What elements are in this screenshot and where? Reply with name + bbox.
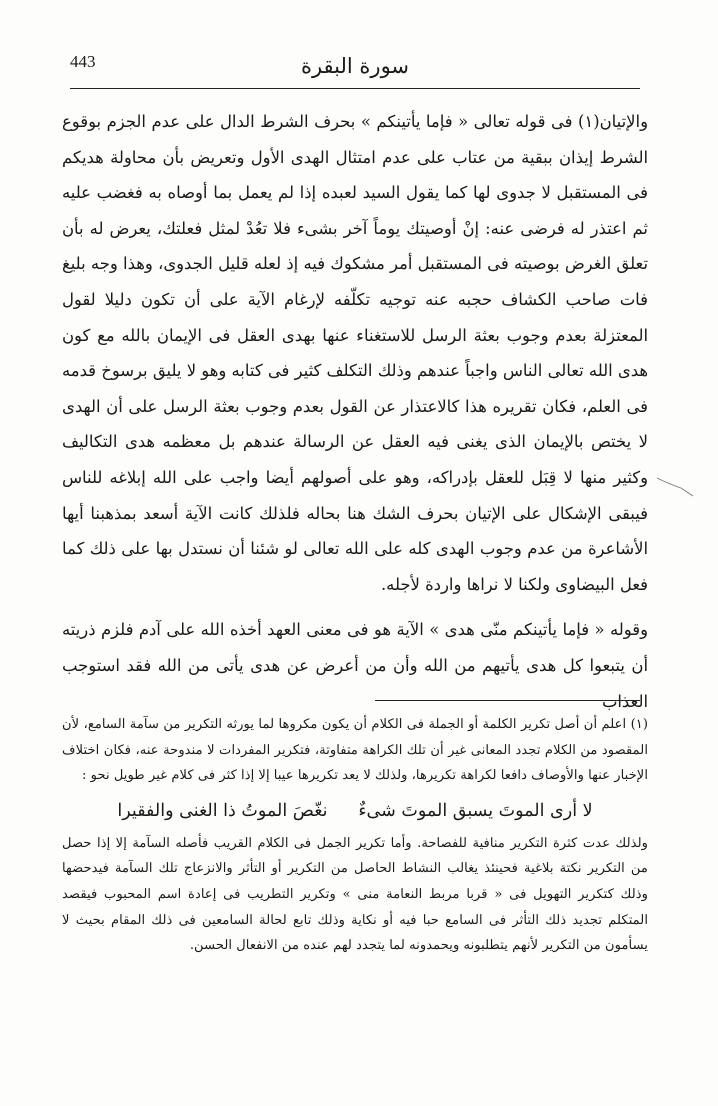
page-number: 443: [70, 52, 96, 71]
verse-hemistich-right: لا أرى الموتَ يسبق الموتَ شىءٌ: [358, 800, 593, 821]
paragraph: وقوله « فإما يأتينكم منّى هدى » الآية هو فى معنى العهد أخذه الله على آدم فلزم ذريته أن يتبعوا كل هدى يأتيهم من الله وأن من أعرض عن هدى يأتى من الله فقد استوجب العذاب: [62, 620, 648, 711]
footnote-text: ولذلك عدت كثرة التكرير منافية للفصاحة. وأما تكرير الجمل فى الكلام القريب فأصله السآمة إلا إذا حصل من التكرير نكتة بلاغية فحينئذ يغالب النشاط الحاصل من التكرير أو التأثر والانزعاج تلك السآمة فيدحضها وذلك كتكرير التهويل فى « قربا مربط النعامة منى » وتكرير التطريب فى إعادة اسم المحبوب فيقصد المتكلم تجديد ذلك التأثر فى السامع حبا فيه أو نكاية وذلك تابع لحالة السامعين فى ذلك المقام بحيث لا يسأمون من التكرير لأنهم يتطلبونه ويحمدونه لما يتجدد لهم عنده من الانفعال الحسن.: [62, 835, 648, 954]
footnote-divider: [375, 700, 640, 701]
main-text: [62, 104, 648, 719]
poetry-verse: [62, 789, 648, 831]
paragraph: والإتيان(١) فى قوله تعالى « فإما يأتينكم » بحرف الشرط الدال على عدم الجزم بوقوع الشرط إيذان ببقية من عتاب على عدم امتثال الهدى الأول وتعريض بأن محاولة هديكم فى المستقبل لا جدوى لها كما يقول السيد لعبده إذا لم يعمل بما أوصاه به فغضب عليه ثم اعتذر له فرضى عنه: إنْ أوصيتك يوماً آخر بشىء فلا تعُدْ لمثل فعلتك، يعرض له بأن تعلق الغرض بوصيته فى المستقبل أمر مشكوك فيه إذ لعله قليل الجدوى، وهذا وجه بليغ فات صاحب الكشاف حجبه عنه توجيه تكلّفه لإرغام الآية على أن تكون دليلا لقول المعتزلة بعدم وجوب بعثة الرسل للاستغناء عنها بهدى العقل فى الإيمان بالله مع كون هدى الله تعالى الناس واجباً عندهم وذلك التكلف كثير فى كتابه وهو لا يليق برسوخ قدمه فى العلم، فكان تقريره هذا كالاعتذار عن القول بعدم وجوب بعثة الرسل على أن الهدى لا يختص بالإيمان الذى يغنى فيه العقل عن الرسالة عندهم بل معظمه هدى التكاليف وكثير منها لا قِبَل للعقل بإدراكه، وهو على أصولهم أيضا واجب على الله إبلاغه للناس فيبقى الإشكال على الإتيان بحرف الشك هنا بحاله فلذلك كانت الآية أسعد بمذهبنا أيها الأشاعرة من عدم وجوب الهدى كله على الله تعالى لو شئنا أن نستدل بها على ذلك كما فعل البيضاوى ولكنا لا نراها واردة لأجله.: [62, 112, 648, 594]
surah-title: سورة البقرة: [300, 54, 410, 78]
margin-pencil-mark: [655, 470, 695, 500]
running-header: [70, 48, 640, 89]
verse-hemistich-left: نغّصَ الموتُ ذا الغنى والفقيرا: [117, 800, 328, 821]
footnote-text: (١) اعلم أن أصل تكرير الكلمة أو الجملة فى الكلام أن يكون مكروها لما يورثه التكرير من سآمة السامع، لأن المقصود من الكلام تجدد المعانى غير أن تلك الكراهة متفاوتة، فتكرير المفردات لا مندوحة عنه، فكان اختلاف الإخبار عنها والأوصاف دافعا لكراهة تكريرها، ولذلك لا يعد تكريرها عيبا إلا إذا كثر فى كلام غير طويل نحو :: [62, 717, 648, 784]
footnotes: [62, 712, 648, 959]
